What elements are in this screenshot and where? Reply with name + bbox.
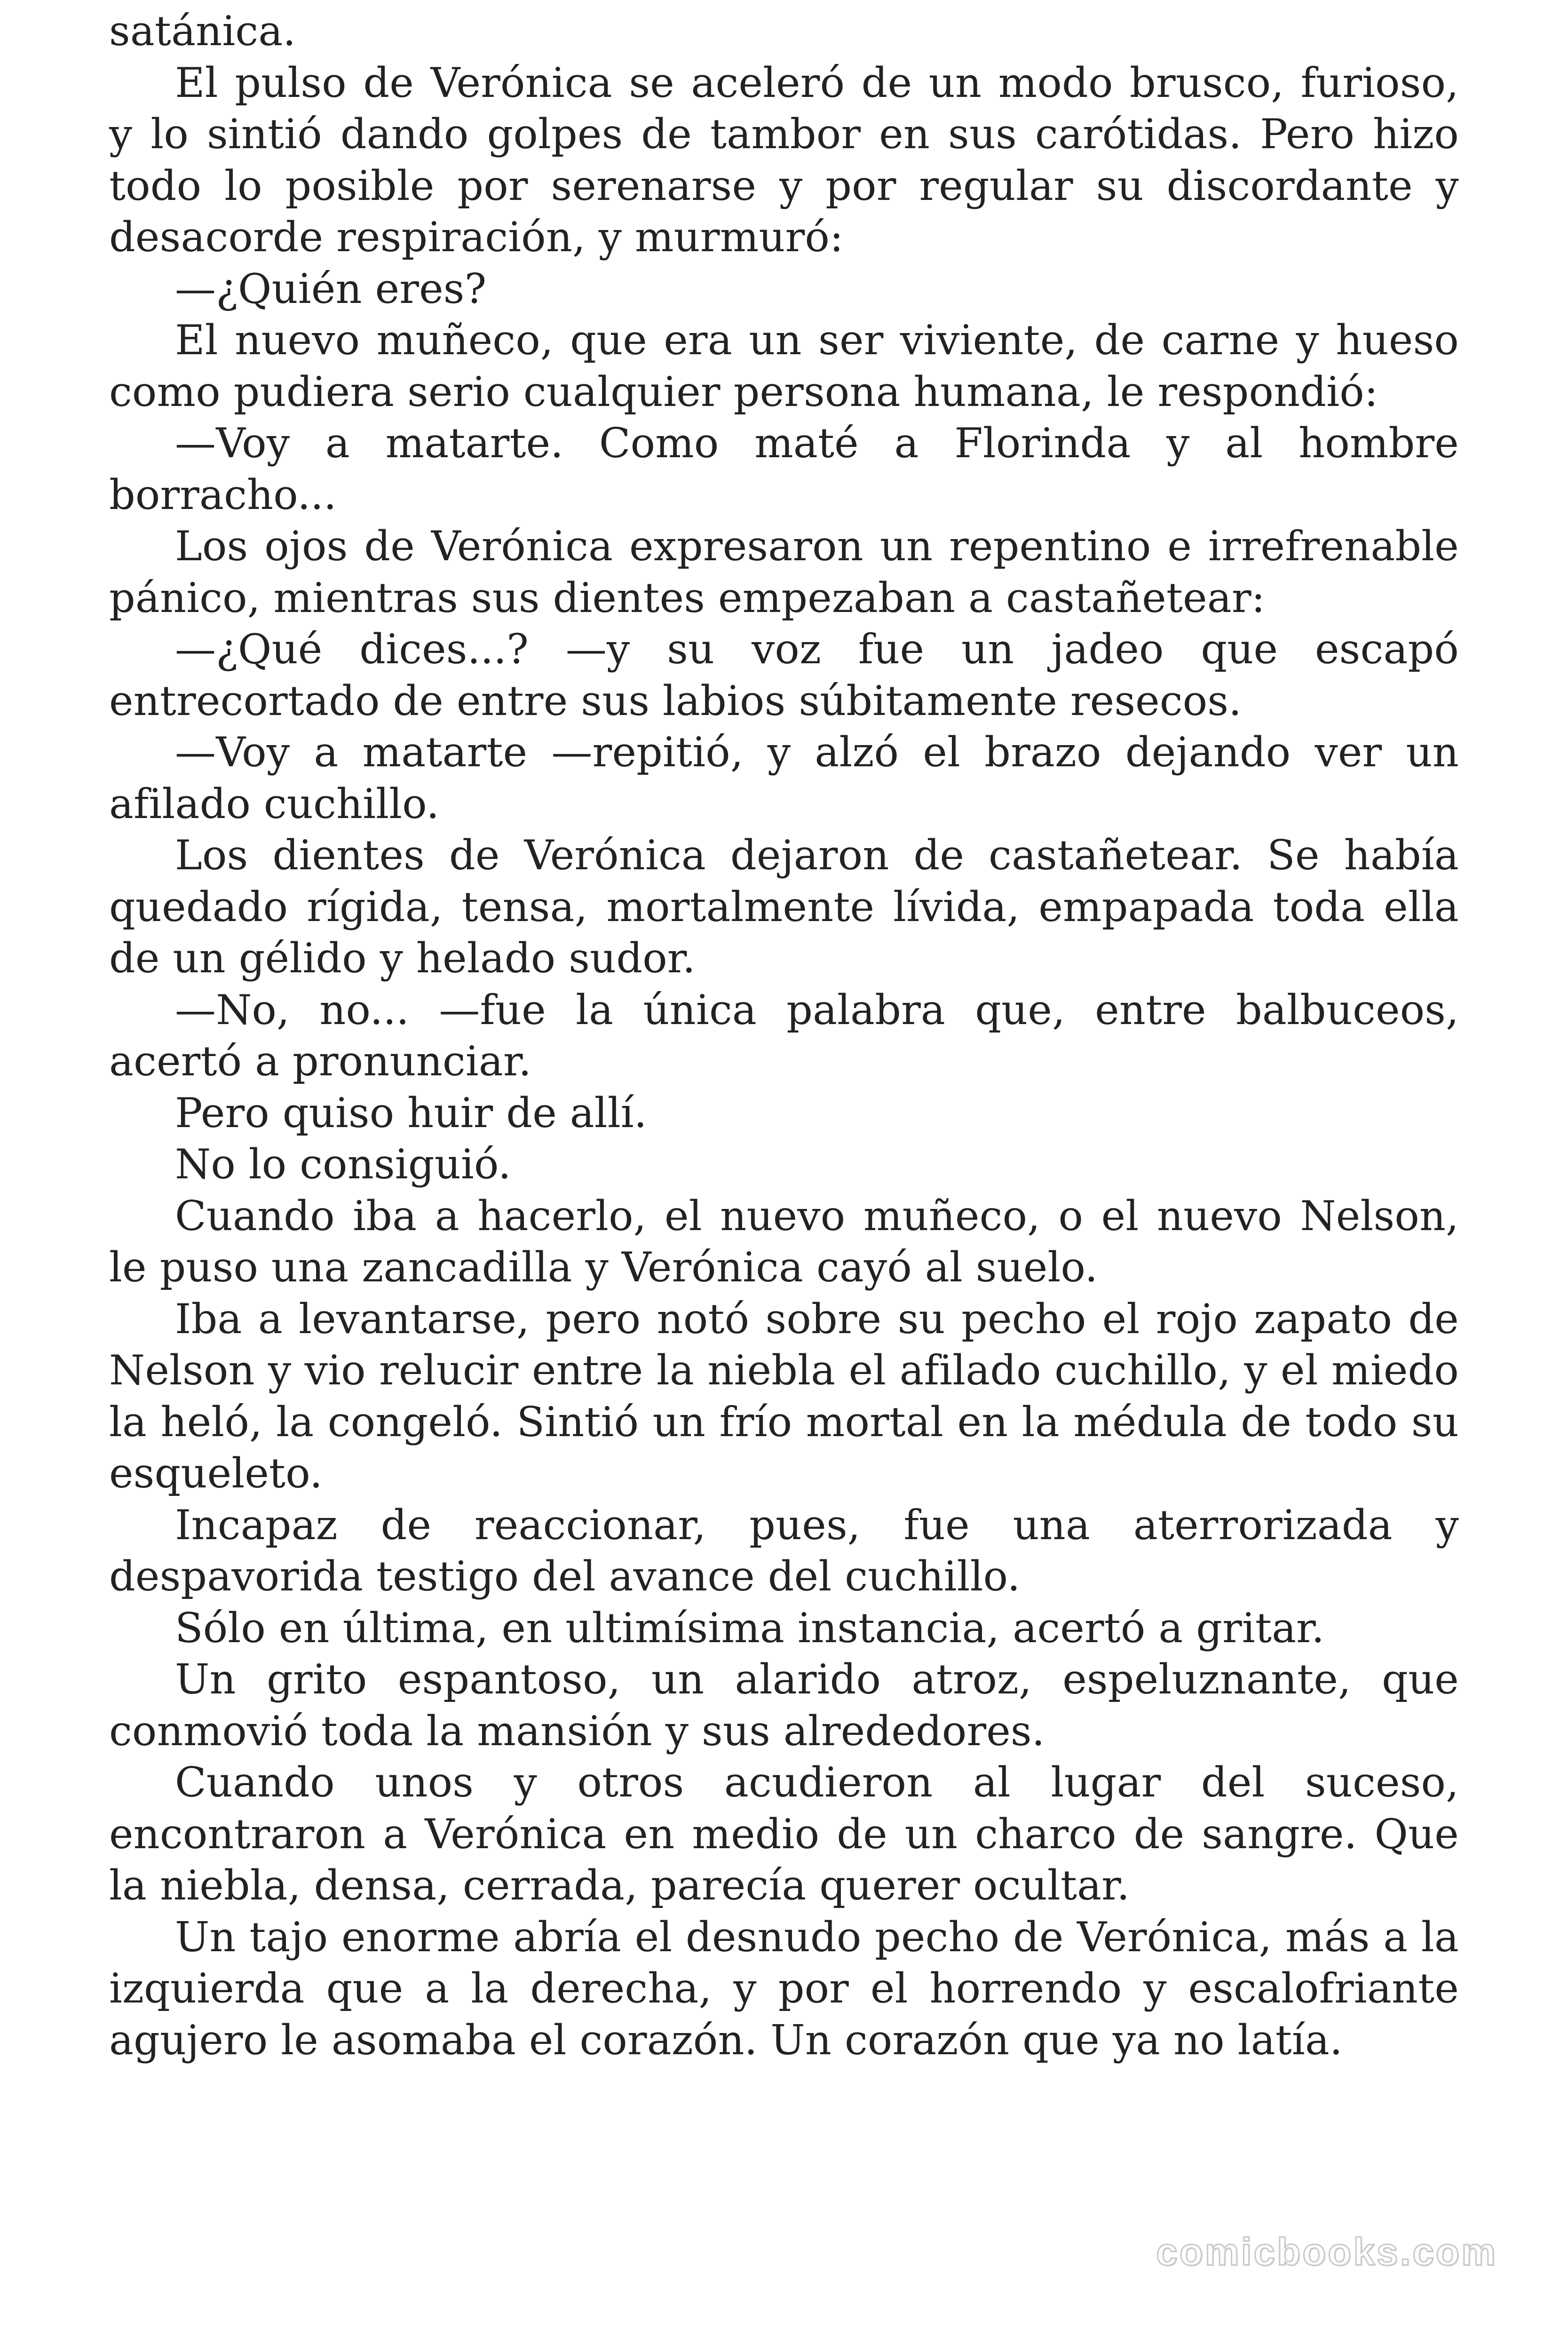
watermark-text: comicbooks.com xyxy=(1156,2231,1497,2273)
paragraph: Cuando iba a hacerlo, el nuevo muñeco, o el nuevo Nelson, le puso una zancadilla y Verónica cayó al suelo. xyxy=(109,1192,1459,1291)
paragraph: Un tajo enorme abría el desnudo pecho de Verónica, más a la izquierda que a la derecha, y por el horrendo y escalofriante agujero le asomaba el corazón. Un corazón que ya no latía. xyxy=(109,1913,1459,2064)
paragraph: —No, no... —fue la única palabra que, entre balbuceos, acertó a pronunciar. xyxy=(109,985,1459,1085)
paragraph: Sólo en última, en ultimísima instancia, acertó a gritar. xyxy=(175,1604,1325,1652)
paragraph: —Voy a matarte. Como maté a Florinda y al hombre borracho... xyxy=(109,419,1459,519)
paragraph: Incapaz de reaccionar, pues, fue una aterrorizada y despavorida testigo del avance del cuchillo. xyxy=(109,1501,1459,1600)
paragraph: Los ojos de Verónica expresaron un repentino e irrefrenable pánico, mientras sus dientes empezaban a castañetear: xyxy=(109,522,1459,622)
paragraph: —¿Quién eres? xyxy=(175,264,487,313)
paragraph: —¿Qué dices...? —y su voz fue un jadeo que escapó entrecortado de entre sus labios súbitamente resecos. xyxy=(109,625,1459,725)
paragraph: Pero quiso huir de allí. xyxy=(175,1089,647,1137)
paragraph: Cuando unos y otros acudieron al lugar del suceso, encontraron a Verónica en medio de un charco de sangre. Que la niebla, densa, cerrada, parecía querer ocultar. xyxy=(109,1758,1459,1909)
paragraph: Los dientes de Verónica dejaron de castañetear. Se había quedado rígida, tensa, mortalmente lívida, empapada toda ella de un gélido y helado sudor. xyxy=(109,831,1459,982)
paragraph: El nuevo muñeco, que era un ser viviente, de carne y hueso como pudiera serio cualquier persona humana, le respondió: xyxy=(109,316,1459,416)
paragraph: El pulso de Verónica se aceleró de un modo brusco, furioso, y lo sintió dando golpes de tambor en sus carótidas. Pero hizo todo lo posible por serenarse y por regular su discordante y desacorde respiración, y murmuró: xyxy=(109,58,1459,261)
paragraph-continuation: satánica. xyxy=(109,7,296,55)
page-text xyxy=(109,6,1459,2066)
paragraph: Iba a levantarse, pero notó sobre su pecho el rojo zapato de Nelson y vio relucir entre la niebla el afilado cuchillo, y el miedo la heló, la congeló. Sintió un frío mortal en la médula de todo su esqueleto. xyxy=(109,1295,1459,1497)
paragraph: No lo consiguió. xyxy=(175,1140,511,1188)
paragraph: —Voy a matarte —repitió, y alzó el brazo dejando ver un afilado cuchillo. xyxy=(109,728,1459,828)
paragraph: Un grito espantoso, un alarido atroz, espeluznante, que conmovió toda la mansión y sus alrededores. xyxy=(109,1655,1459,1755)
